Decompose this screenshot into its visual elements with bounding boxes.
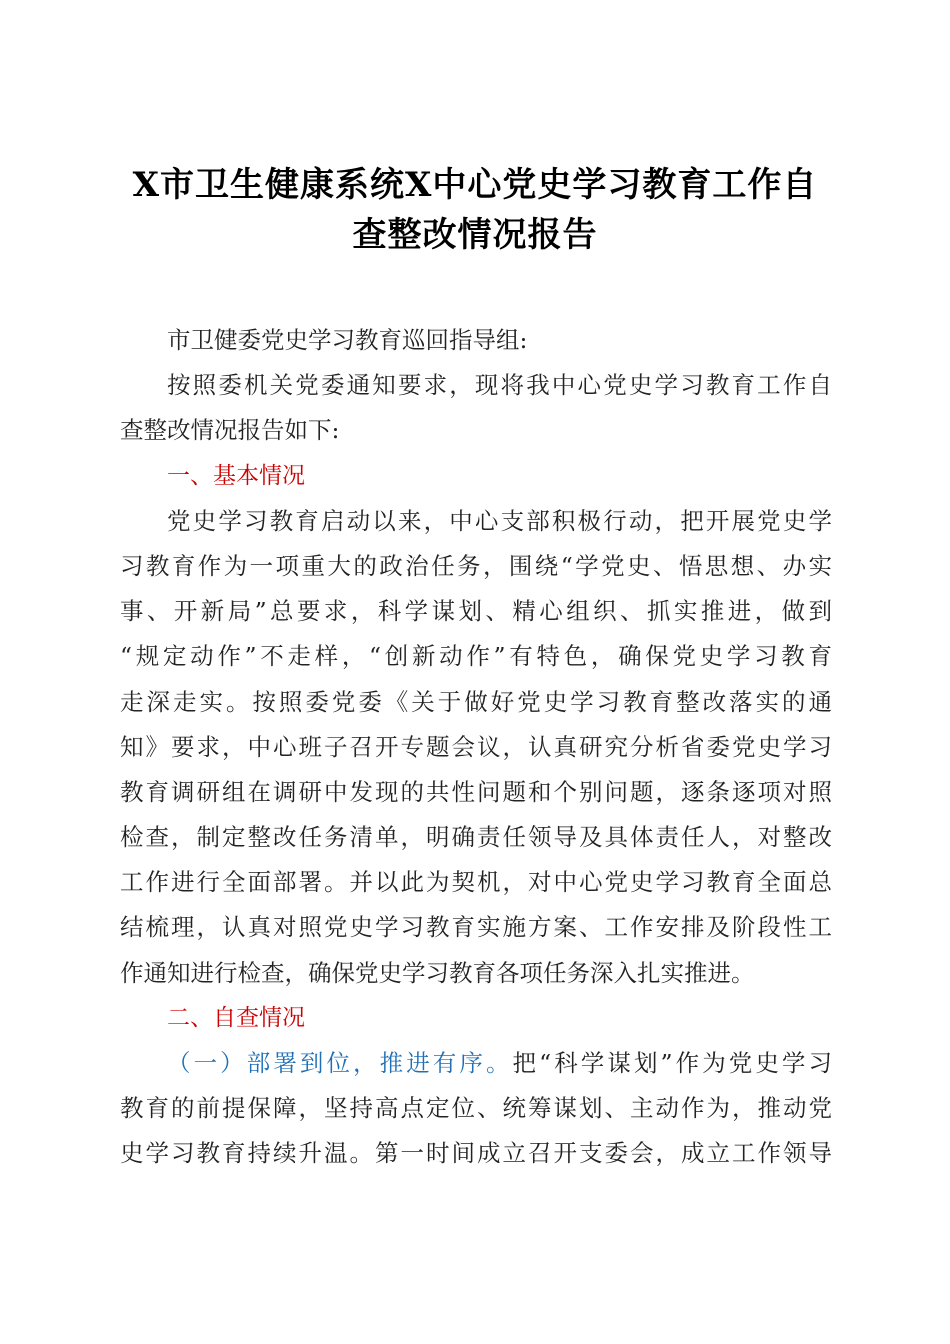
paragraph-line: 走深走实。按照委党委《关于做好党史学习教育整改落实的通: [120, 687, 832, 716]
title-line-1: X市卫生健康系统X中心党史学习教育工作自: [132, 165, 818, 205]
section-heading-self-check: 二、自查情况: [167, 1004, 305, 1031]
paragraph-line: 党史学习教育启动以来，中心支部积极行动，把开展党史学: [167, 506, 832, 535]
paragraph-line: 作通知进行检查，确保党史学习教育各项任务深入扎实推进。: [120, 958, 755, 987]
paragraph-line: 教育的前提保障，坚持高点定位、统筹谋划、主动作为，推动党: [120, 1094, 832, 1123]
sub-heading: （一）部署到位，推进有序。: [167, 1049, 513, 1077]
salutation: 市卫健委党史学习教育巡回指导组:: [167, 326, 528, 354]
document-body: [120, 318, 832, 1177]
paragraph-line: 结梳理，认真对照党史学习教育实施方案、工作安排及阶段性工: [120, 913, 832, 942]
paragraph-line: 按照委机关党委通知要求，现将我中心党史学习教育工作自: [167, 371, 832, 400]
section-heading-basic: 一、基本情况: [167, 462, 305, 489]
paragraph-line: “规定动作”不走样，“创新动作”有特色，确保党史学习教育: [120, 642, 832, 671]
paragraph-line: 查整改情况报告如下:: [120, 416, 340, 445]
paragraph-line: 习教育作为一项重大的政治任务，围绕“学党史、悟思想、办实: [120, 551, 832, 580]
paragraph-line: 史学习教育持续升温。第一时间成立召开支委会，成立工作领导: [120, 1139, 832, 1168]
document-title: [80, 160, 870, 260]
paragraph-line: 工作进行全面部署。并以此为契机，对中心党史学习教育全面总: [120, 868, 832, 897]
paragraph-line: 检查，制定整改任务清单，明确责任领导及具体责任人，对整改: [120, 823, 832, 852]
paragraph-text: 把“科学谋划”作为党史学习: [512, 1049, 833, 1077]
title-line-2: 查整改情况报告: [352, 215, 598, 255]
paragraph-line: 事、开新局”总要求，科学谋划、精心组织、抓实推进，做到: [120, 597, 832, 626]
paragraph-line: 知》要求，中心班子召开专题会议，认真研究分析省委党史学习: [120, 732, 832, 761]
paragraph-line: 教育调研组在调研中发现的共性问题和个别问题，逐条逐项对照: [120, 777, 832, 806]
paragraph-line: [120, 1041, 832, 1086]
